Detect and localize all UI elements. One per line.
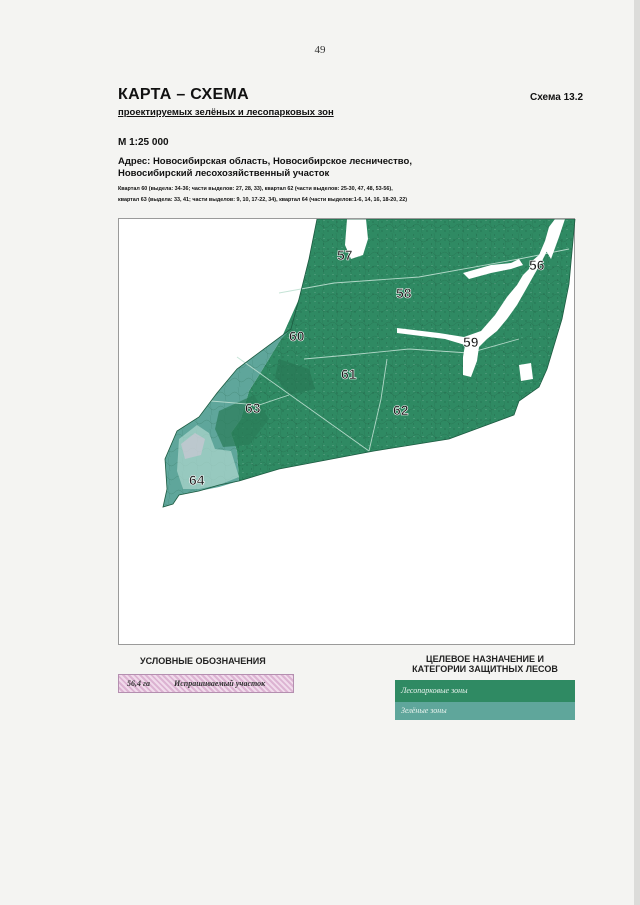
page-number: 49 bbox=[314, 44, 326, 56]
quarters-details-line-1: Квартал 60 (выдела: 34-36; части выделов: 27, 28, 33), квартал 62 (части выделов: 25-30, 47, 48, 53-56), bbox=[118, 186, 393, 192]
map-title: КАРТА – СХЕМА bbox=[118, 86, 249, 103]
quarter-59: 59 bbox=[463, 334, 479, 350]
quarter-58: 58 bbox=[396, 285, 412, 301]
quarters-details-line-2: квартал 63 (выдела: 33, 41; части выделов: 9, 10, 17-22, 34), квартал 64 (части выделов:1-6, 14, 16, 18-20, 22) bbox=[118, 197, 408, 203]
category-forest-park-zone: Лесопарковые зоны bbox=[395, 680, 575, 702]
categories-title-line-1: ЦЕЛЕВОЕ НАЗНАЧЕНИЕ И bbox=[426, 654, 544, 664]
address-line-2: Новосибирский лесохозяйственный участок bbox=[118, 168, 330, 179]
categories-title-line-2: КАТЕГОРИИ ЗАЩИТНЫХ ЛЕСОВ bbox=[412, 664, 558, 674]
legend-requested-label: Испрашиваемый участок bbox=[174, 679, 266, 688]
map-frame bbox=[118, 218, 575, 645]
quarter-64: 64 bbox=[189, 472, 205, 488]
legend-area-value: 56,4 га bbox=[127, 679, 150, 688]
scheme-label: Схема 13.2 bbox=[530, 92, 584, 103]
quarter-61: 61 bbox=[341, 366, 357, 382]
map-subtitle: проектируемых зелёных и лесопарковых зон bbox=[118, 107, 334, 118]
quarter-60: 60 bbox=[289, 328, 305, 344]
page-edge bbox=[634, 0, 640, 905]
map-scale: М 1:25 000 bbox=[118, 137, 169, 148]
legend-requested-parcel bbox=[118, 674, 294, 693]
map-canvas bbox=[119, 219, 576, 646]
quarter-63: 63 bbox=[245, 400, 261, 416]
quarter-56: 56 bbox=[529, 257, 545, 273]
address-line-1: Адрес: Новосибирская область, Новосибирское лесничество, bbox=[118, 156, 412, 167]
category-green-zone: Зелёные зоны bbox=[395, 702, 575, 720]
quarter-57: 57 bbox=[337, 247, 353, 263]
legend-title: УСЛОВНЫЕ ОБОЗНАЧЕНИЯ bbox=[140, 656, 266, 666]
quarter-62: 62 bbox=[393, 402, 409, 418]
